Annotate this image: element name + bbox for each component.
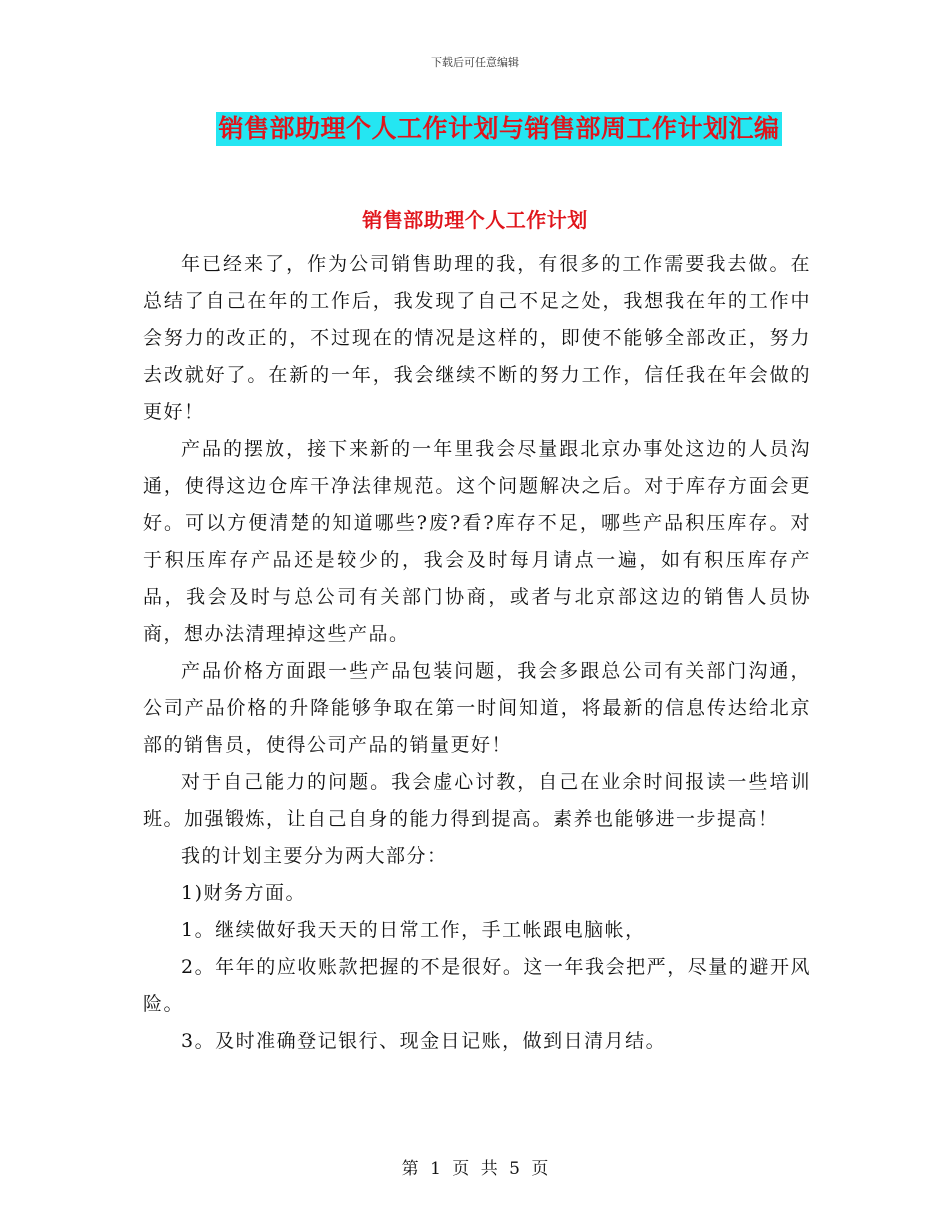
paragraph-1: 年已经来了，作为公司销售助理的我，有很多的工作需要我去做。在总结了自己在年的工作后，我发现了自己不足之处，我想我在年的工作中会努力的改正的，不过现在的情况是这样的，即使不能够全部改正，努力去改就好了。在新的一年，我会继续不断的努力工作，信任我在年会做的更好！ <box>143 253 811 423</box>
list-item-1: 1。继续做好我天天的日常工作，手工帐跟电脑帐， <box>181 919 646 941</box>
list-item-3: 3。及时准确登记银行、现金日记账，做到日清月结。 <box>181 1030 667 1052</box>
list-heading-finance: 1)财务方面。 <box>181 882 307 904</box>
page-number: 第 1 页 共 5 页 <box>401 1159 549 1179</box>
main-title: 销售部助理个人工作计划与销售部周工作计划汇编 <box>216 112 781 146</box>
paragraph-5: 我的计划主要分为两大部分： <box>181 845 448 867</box>
header-note: 下载后可任意编辑 <box>431 56 519 69</box>
paragraph-3: 产品价格方面跟一些产品包装问题，我会多跟总公司有关部门沟通，公司产品价格的升降能够争取在第一时间知道，将最新的信息传达给北京部的销售员，使得公司产品的销量更好！ <box>143 660 811 756</box>
document-body <box>143 246 811 1060</box>
main-title-container <box>0 112 950 146</box>
list-item-2: 2。年年的应收账款把握的不是很好。这一年我会把严，尽量的避开风险。 <box>143 956 811 1015</box>
section-title: 销售部助理个人工作计划 <box>362 208 588 232</box>
paragraph-2: 产品的摆放，接下来新的一年里我会尽量跟北京办事处这边的人员沟通，使得这边仓库干净法律规范。这个问题解决之后。对于库存方面会更好。可以方便清楚的知道哪些?废?看?库存不足，哪些产品积压库存。对于积压库存产品还是较少的，我会及时每月请点一遍，如有积压库存产品，我会及时与总公司有关部门协商，或者与北京部这边的销售人员协商，想办法清理掉这些产品。 <box>143 438 811 645</box>
paragraph-4: 对于自己能力的问题。我会虚心讨教，自己在业余时间报读一些培训班。加强锻炼，让自己自身的能力得到提高。素养也能够进一步提高！ <box>143 771 811 830</box>
